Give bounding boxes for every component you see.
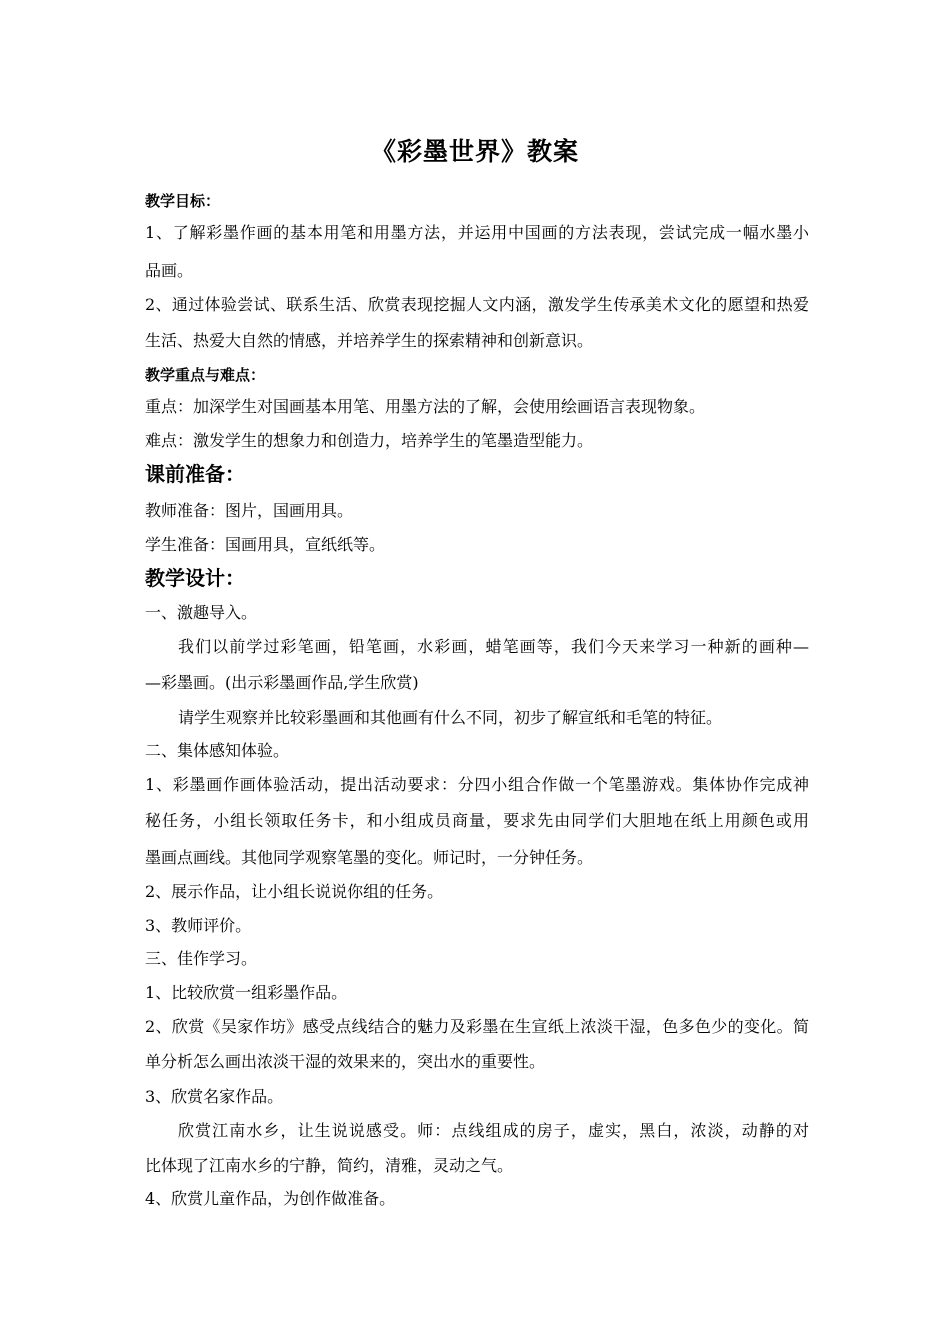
difficult-point: 难点：激发学生的想象力和创造力，培养学生的笔墨造型能力。	[145, 431, 594, 450]
section-1-paragraph-2: 请学生观察并比较彩墨画和其他画有什么不同，初步了解宣纸和毛笔的特征。	[178, 708, 723, 727]
goals-heading: 教学目标：	[145, 192, 221, 210]
goal-1-line-2: 品画。	[145, 261, 194, 280]
preparation-heading: 课前准备：	[145, 462, 245, 486]
section-3-item-3-paragraph-line-1: 欣赏江南水乡，让生说说感受。师：点线组成的房子，虚实，黑白，浓淡，动静的对	[178, 1121, 809, 1140]
goal-1-line-1: 1、了解彩墨作画的基本用笔和用墨方法，并运用中国画的方法表现，尝试完成一幅水墨小	[145, 223, 809, 242]
teacher-preparation: 教师准备：图片，国画用具。	[145, 501, 354, 520]
section-2-item-2: 2、展示作品，让小组长说说你组的任务。	[145, 882, 444, 901]
student-preparation: 学生准备：国画用具，宣纸纸等。	[145, 535, 386, 554]
section-1-paragraph-1-line-2: —彩墨画。(出示彩墨画作品,学生欣赏)	[145, 673, 419, 692]
section-2-heading: 二、集体感知体验。	[145, 741, 290, 760]
goal-2-line-2: 生活、热爱大自然的情感，并培养学生的探索精神和创新意识。	[145, 331, 594, 350]
section-3-item-3: 3、欣赏名家作品。	[145, 1087, 284, 1106]
key-point: 重点：加深学生对国画基本用笔、用墨方法的了解，会使用绘画语言表现物象。	[145, 397, 706, 416]
section-3-item-1: 1、比较欣赏一组彩墨作品。	[145, 983, 348, 1002]
document-title: 《彩墨世界》教案	[370, 137, 579, 166]
section-2-item-3: 3、教师评价。	[145, 916, 252, 935]
section-3-item-4: 4、欣赏儿童作品，为创作做准备。	[145, 1189, 396, 1208]
section-3-item-3-paragraph-line-2: 比体现了江南水乡的宁静，简约，清雅，灵动之气。	[145, 1156, 514, 1175]
goal-2-line-1: 2、通过体验尝试、联系生活、欣赏表现挖掘人文内涵，激发学生传承美术文化的愿望和热爱	[145, 295, 809, 314]
key-points-heading: 教学重点与难点：	[145, 366, 266, 384]
section-2-item-1-line-3: 墨画点画线。其他同学观察笔墨的变化。师记时，一分钟任务。	[145, 848, 594, 867]
section-3-heading: 三、佳作学习。	[145, 949, 258, 968]
section-3-item-2-line-2: 单分析怎么画出浓淡干湿的效果来的，突出水的重要性。	[145, 1052, 546, 1071]
section-2-item-1-line-2: 秘任务，小组长领取任务卡，和小组成员商量，要求先由同学们大胆地在纸上用颜色或用	[145, 811, 809, 830]
section-2-item-1-line-1: 1、彩墨画作画体验活动，提出活动要求：分四小组合作做一个笔墨游戏。集体协作完成神	[145, 775, 809, 794]
section-1-heading: 一、激趣导入。	[145, 603, 258, 622]
section-3-item-2-line-1: 2、欣赏《吴家作坊》感受点线结合的魅力及彩墨在生宣纸上浓淡干湿，色多色少的变化。简	[145, 1017, 809, 1036]
design-heading: 教学设计：	[145, 566, 245, 590]
section-1-paragraph-1-line-1: 我们以前学过彩笔画，铅笔画，水彩画，蜡笔画等，我们今天来学习一种新的画种—	[178, 637, 809, 656]
